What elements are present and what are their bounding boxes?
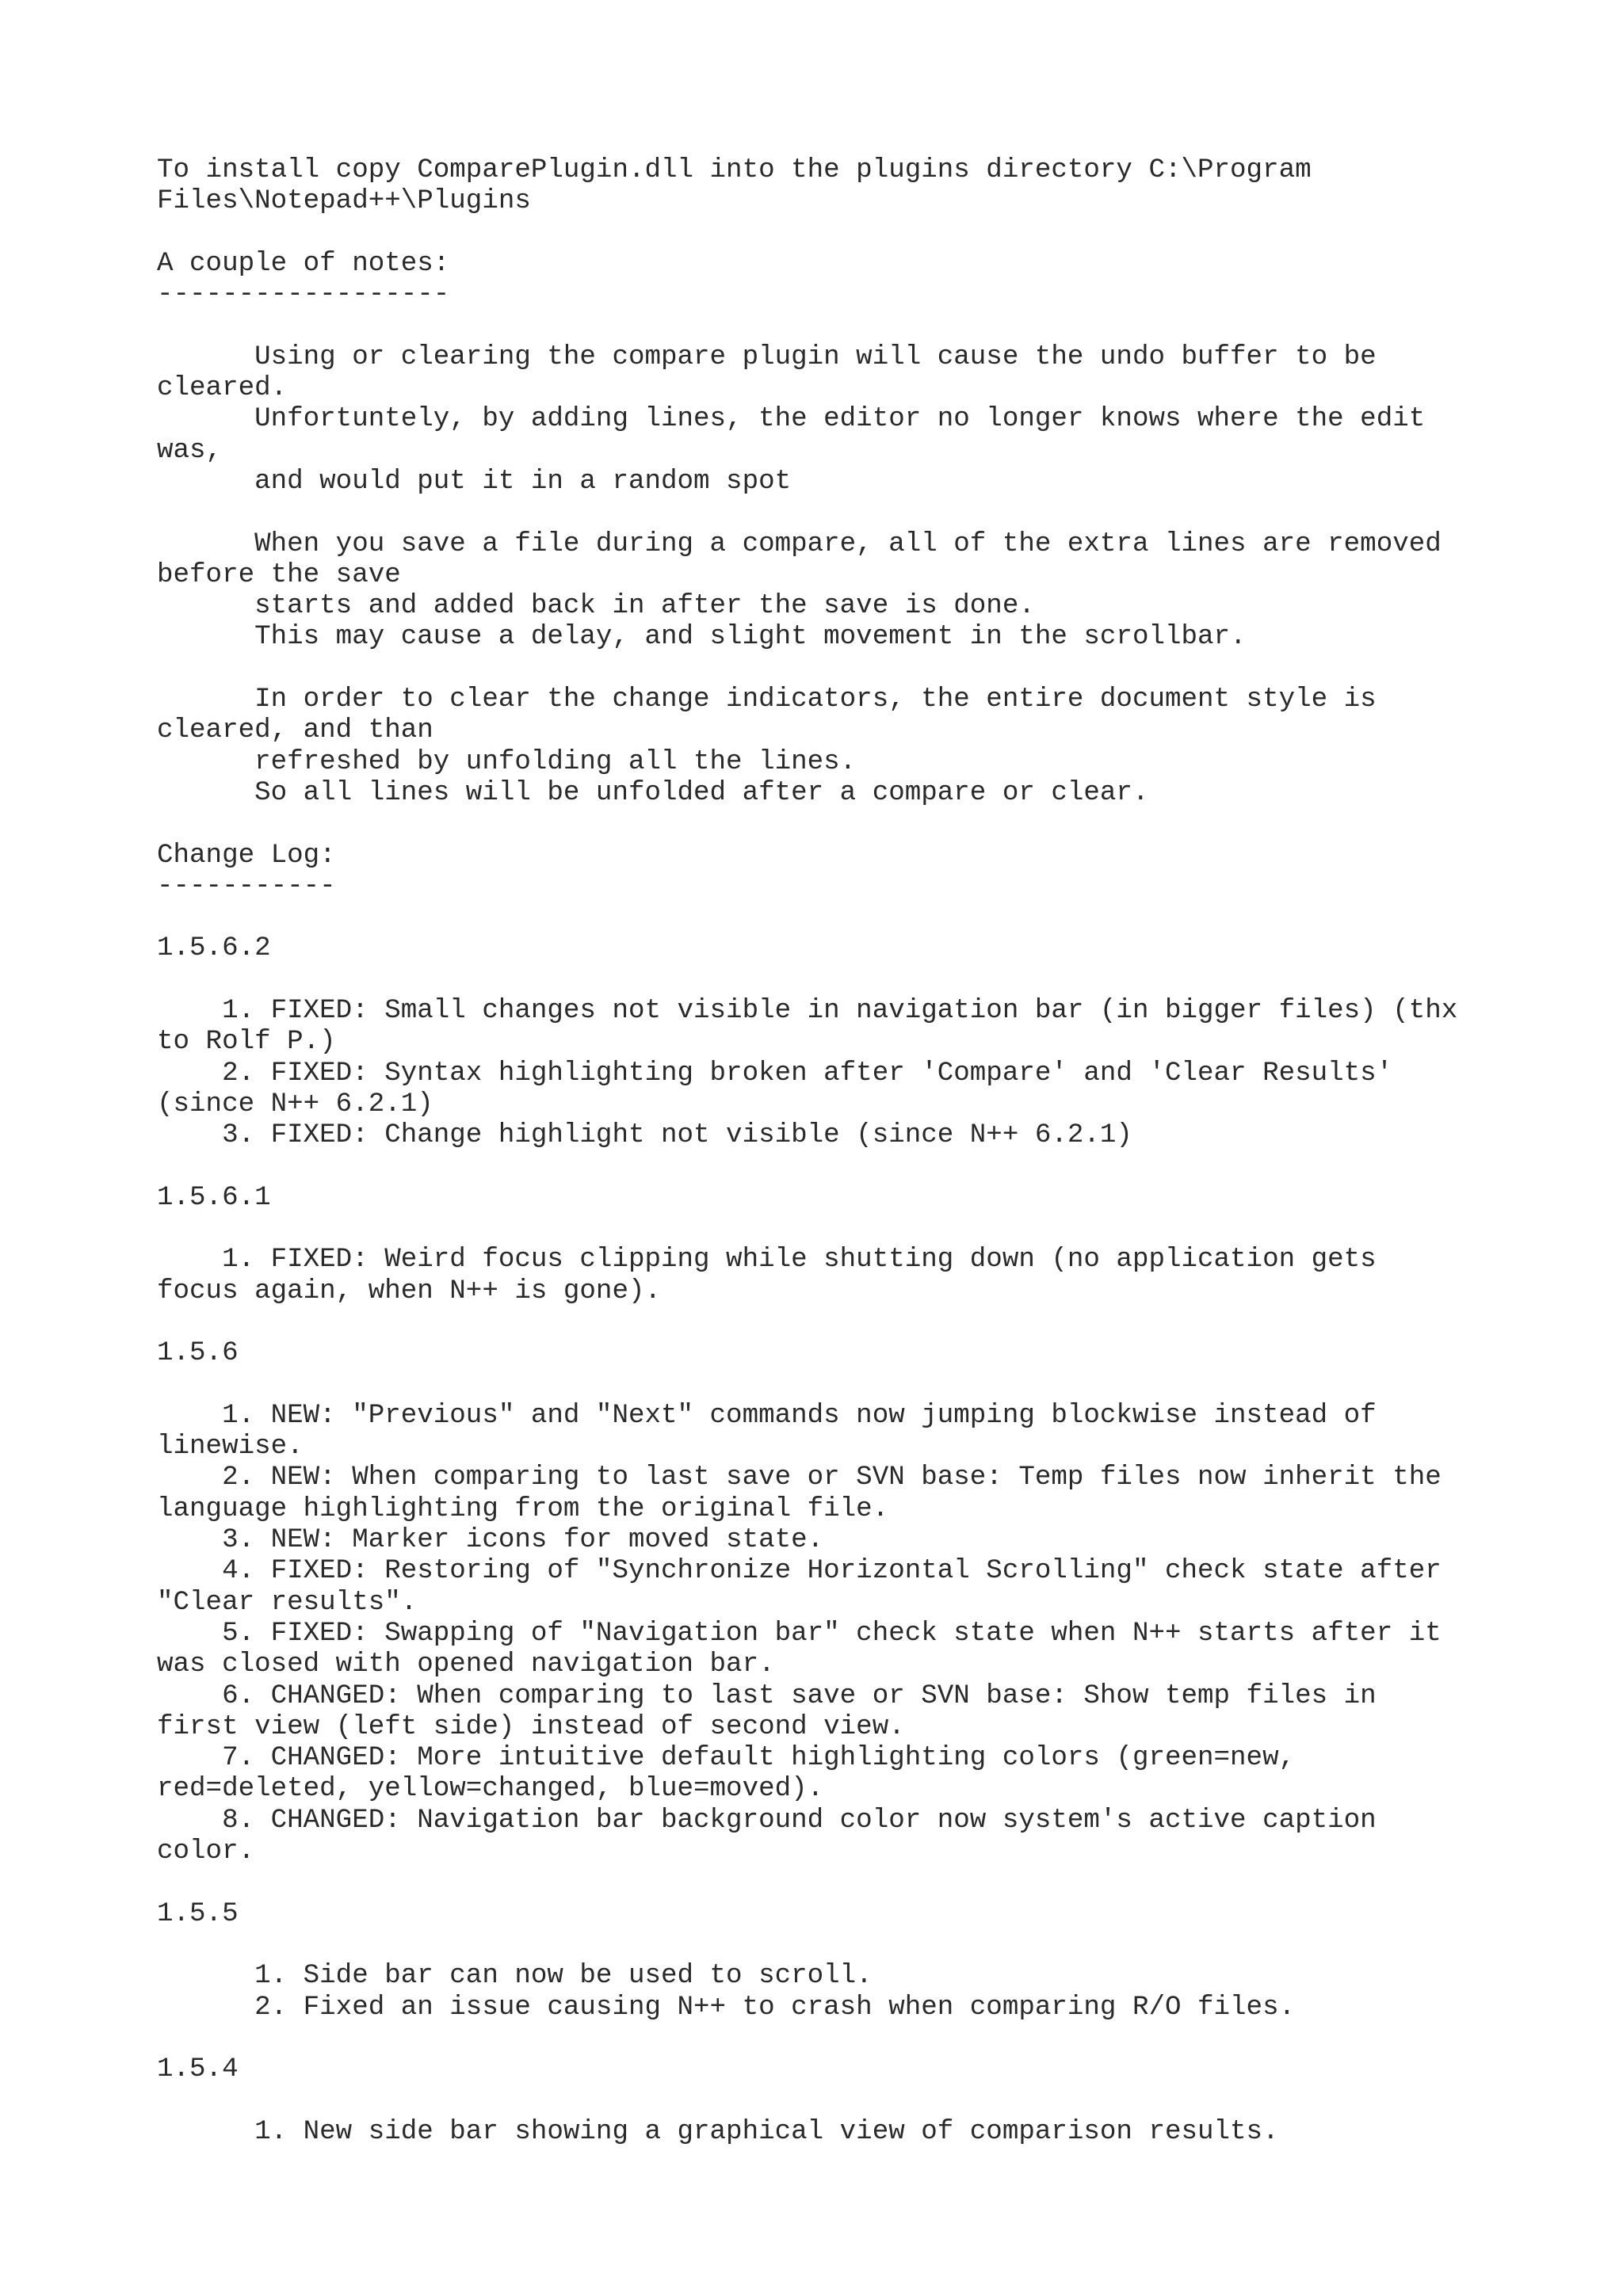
text-line: 2. Fixed an issue causing N++ to crash when comparing R/O files. [157,1992,1296,2023]
text-line: first view (left side) instead of second view. [157,1711,905,1742]
text-line: (since N++ 6.2.1) [157,1089,433,1119]
text-line: Change Log: [157,840,336,871]
text-line: 1.5.6 [157,1338,239,1369]
text-line: 1. NEW: "Previous" and "Next" commands now jumping blockwise instead of [157,1400,1377,1431]
text-line: focus again, when N++ is gone). [157,1276,661,1306]
text-line: Files\Notepad++\Plugins [157,186,531,217]
text-line: Unfortuntely, by adding lines, the editor no longer knows where the edit [157,404,1426,435]
text-line [157,1152,1583,1183]
text-line: 6. CHANGED: When comparing to last save or SVN base: Show temp files in [157,1680,1377,1711]
text-line: 1. FIXED: Weird focus clipping while shutting down (no application gets [157,1245,1377,1276]
text-line: In order to clear the change indicators, the entire document style is [157,685,1377,715]
text-line: This may cause a delay, and slight movement in the scrollbar. [157,622,1247,653]
text-line [157,654,1583,685]
text-line: cleared. [157,373,288,404]
text-line: 2. FIXED: Syntax highlighting broken after 'Compare' and 'Clear Results' [157,1058,1393,1089]
text-line [157,2023,1583,2054]
text-line: So all lines will be unfolded after a compare or clear. [157,777,1149,808]
text-line: ----------- [157,871,336,902]
text-line: 1. Side bar can now be used to scroll. [157,1961,873,1992]
text-line: before the save [157,559,401,590]
text-line: 1.5.5 [157,1898,239,1929]
text-line: 1.5.6.1 [157,1182,271,1213]
text-line: 2. NEW: When comparing to last save or SVN base: Temp files now inherit the [157,1463,1442,1493]
text-line [157,902,1583,933]
text-line: and would put it in a random spot [157,466,792,497]
text-line [157,1370,1583,1401]
text-line: linewise. [157,1432,304,1463]
document-text [157,155,1583,2148]
text-line [157,1867,1583,1898]
text-line: 8. CHANGED: Navigation bar background color now system's active caption [157,1805,1377,1836]
text-line: was, [157,435,223,466]
text-line: "Clear results". [157,1587,418,1618]
text-line [157,311,1583,341]
text-line: Using or clearing the compare plugin will cause the undo buffer to be [157,341,1377,372]
text-line [157,2085,1583,2116]
text-line: When you save a file during a compare, all of the extra lines are removed [157,528,1442,559]
text-line: red=deleted, yellow=changed, blue=moved). [157,1774,824,1805]
text-line [157,965,1583,996]
text-line: 1. New side bar showing a graphical view of comparison results. [157,2116,1279,2147]
text-line: was closed with opened navigation bar. [157,1650,775,1680]
text-line: refreshed by unfolding all the lines. [157,746,857,777]
text-line: 1.5.4 [157,2054,239,2085]
text-line: 4. FIXED: Restoring of "Synchronize Horizontal Scrolling" check state after [157,1556,1442,1587]
text-line [157,498,1583,528]
text-line: 5. FIXED: Swapping of "Navigation bar" check state when N++ starts after it [157,1618,1442,1649]
text-line: 1.5.6.2 [157,933,271,964]
text-line: 3. NEW: Marker icons for moved state. [157,1525,824,1556]
text-line [157,1214,1583,1245]
text-line: color. [157,1836,255,1867]
text-line [157,1307,1583,1338]
text-line: To install copy ComparePlugin.dll into the plugins directory C:\Program [157,155,1312,185]
text-line: 1. FIXED: Small changes not visible in navigation bar (in bigger files) (thx [157,996,1458,1027]
text-line: language highlighting from the original file. [157,1493,889,1524]
text-line: 7. CHANGED: More intuitive default highlighting colors (green=new, [157,1743,1296,1774]
text-line: 3. FIXED: Change highlight not visible (since N++ 6.2.1) [157,1120,1132,1151]
text-line: A couple of notes: [157,248,450,279]
text-line [157,218,1583,249]
text-line: cleared, and than [157,715,433,746]
text-line: starts and added back in after the save is done. [157,591,1035,622]
text-line: ------------------ [157,280,450,311]
text-line [157,809,1583,840]
text-line [157,1930,1583,1961]
text-line: to Rolf P.) [157,1027,336,1058]
